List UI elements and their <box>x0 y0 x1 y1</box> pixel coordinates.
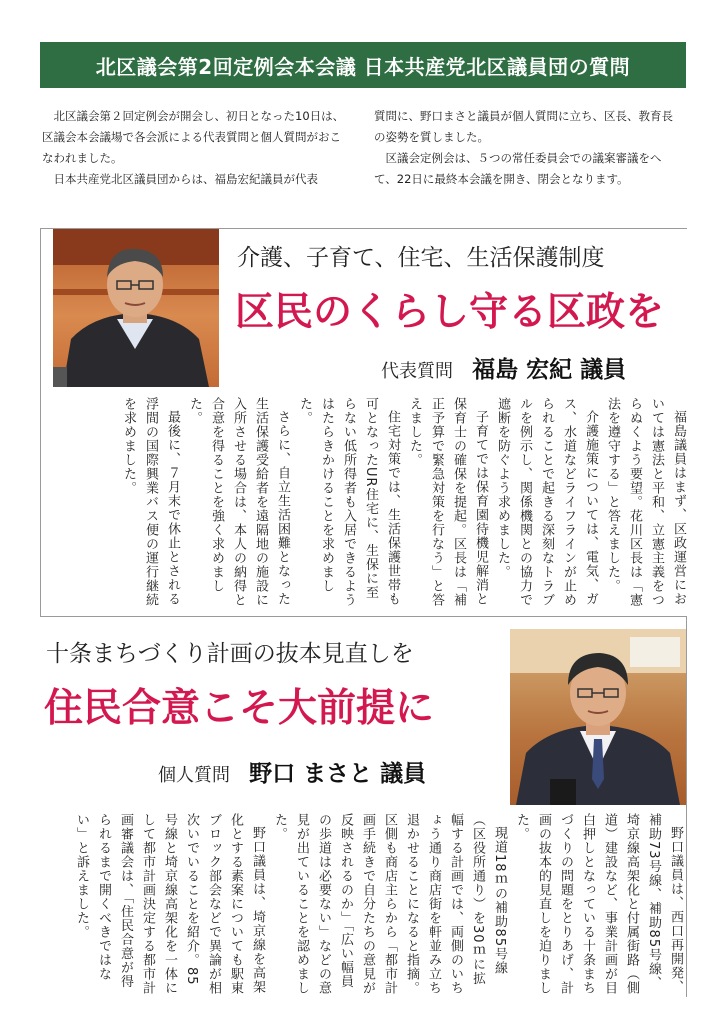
councilor-photo <box>53 229 219 387</box>
section-subtitle: 十条まちづくり計画の抜本見直しを <box>46 641 414 667</box>
article-body <box>40 813 686 995</box>
article-paragraph: 福島議員はまず、区政運営においては憲法と平和、立憲主義をつらぬくよう要望。花川区長は「憲法を遵守する」と答えました。 <box>605 397 686 607</box>
article-paragraph: 子育てでは保育園待機児解消と保育士の確保を提起。区長は「補正予算で緊急対策を行なう」と答えました。 <box>407 397 488 607</box>
article-paragraph: 野口議員は、西口再開発、補助73号線、補助85号線、埼京線高架化と付属街路（側道）建設など、事業計画が目白押しとなっている十条まちづくりの問題をとりあげ、計画の抜本的見直しを迫りました。 <box>514 813 683 995</box>
section-fukushima <box>40 228 687 617</box>
intro-paragraph: 北区議会第２回定例会が開会し、初日となった10日は、区議会本会議場で各会派による代表質問と個人質問がおこなわれました。 <box>42 109 345 165</box>
intro-left <box>42 106 348 190</box>
intro-paragraph: 区議会定例会は、５つの常任委員会での議案審議をへて、22日に最終本会議を開き、閉会となります。 <box>374 151 662 186</box>
councilor-name: 福島 宏紀 議員 <box>472 357 627 383</box>
intro-paragraph: 日本共産党北区議員団からは、福島宏紀議員が代表 <box>53 172 318 186</box>
intro-right <box>374 106 680 190</box>
article-paragraph: 現道18ｍの補助85号線（区役所通り）を30ｍに拡幅する計画では、両側のいちょう通り商店街を軒並み立ち退かせることになると指摘。区側も商店主らから「都市計画手続きで自分たちの意見が反映されるのか」「広い幅員の歩道は必要ない」などの意見が出ていることを認めました。 <box>272 813 507 995</box>
article-paragraph: さらに、自立生活困難となった生活保護受給者を遠隔地の施設に入所させる場合は、本人の納得と合意を得ることを強く求めました。 <box>187 397 290 607</box>
page-title: 北区議会第2回定例会本会議 日本共産党北区議員団の質問 <box>95 54 631 79</box>
article-body <box>77 397 689 609</box>
person-portrait-icon <box>53 229 219 387</box>
section-subtitle: 介護、子育て、住宅、生活保護制度 <box>237 245 605 271</box>
article-paragraph: 最後に、７月末で休止とされる浮間の国際興業バス便の運行継続を求めました。 <box>121 397 180 607</box>
question-type: 代表質問 <box>381 361 453 382</box>
councilor-name: 野口 まさと 議員 <box>249 761 427 787</box>
article-paragraph: 住宅対策では、生活保護世帯も可となったUR住宅に、生保に至らない低所得者も入居できるようはたらきかけることを求めました。 <box>297 397 400 607</box>
section-headline: 住民合意こそ大前提に <box>44 686 435 731</box>
councilor-photo <box>510 629 686 805</box>
person-portrait-icon <box>510 629 686 805</box>
page-header <box>40 42 686 88</box>
byline <box>158 755 426 788</box>
question-type: 個人質問 <box>158 765 230 786</box>
article-paragraph: 野口議員は、埼京線を高架化とする素案についても駅東ブロック部会などで異論が相次いでいることを紹介。85号線と埼京線高架化を一体にして都市計画決定する都市計画審議会は、「住民合意が得られるまで開くべきではない」と訴えました。 <box>74 813 265 995</box>
section-headline: 区民のくらし守る区政を <box>235 290 665 335</box>
intro-paragraph: 質問に、野口まさと議員が個人質問に立ち、区長、教育長の姿勢を質しました。 <box>374 109 673 144</box>
byline <box>381 351 626 384</box>
article-paragraph: 介護施策については、電気、ガス、水道などライフラインが止められることで起きる深刻なトラブルを例示し、関係機関との協力で遮断を防ぐよう求めました。 <box>495 397 598 607</box>
section-noguchi <box>40 616 687 997</box>
